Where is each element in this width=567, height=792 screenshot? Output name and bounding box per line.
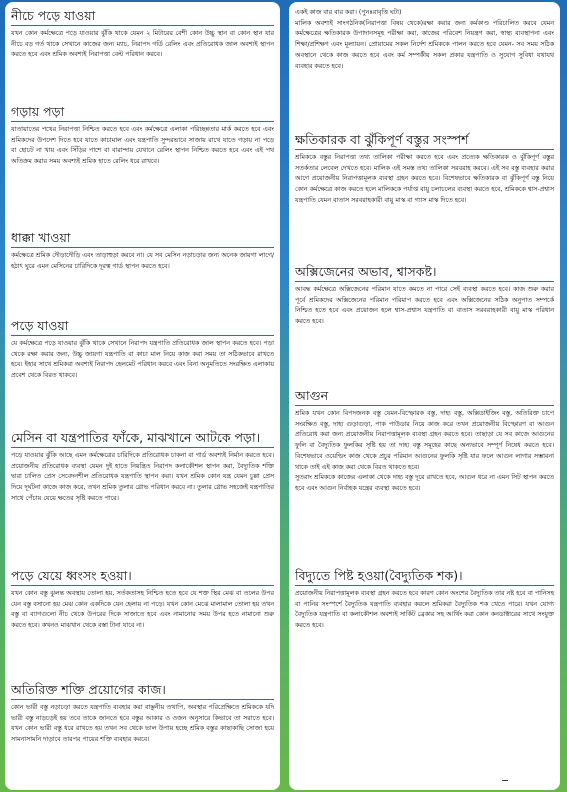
section-body: শ্রমিক যখন কোন বিপদজনক বস্তু যেমন-বিস্ফোরক বস্তু, দাহ্য বস্তু, অক্সিডাইজিং বস্তু, অতিরিক্ত চাপে সংরক্ষিত বস্তু, দাহ্য গুড়াগুড়া, পাক পাউডার নিয়ে কাজ করে তখন প্রয়োজনীয় বিস্ফোরণ বা আগুন প্রতিরোধ করা জন্য প্রয়োজনীয় নিরাপত্তামূলক ব্যবস্থা গ্রহন করতে হবে। তাছাড়া যে সব কাজে আগুনের ফুলি বা বৈদ্যুতিক ফুলকির সৃষ্টি হয় তা দাহ্য বস্তু সমূহের কাছে অন্যভাবে সম্পূর্ণ নিষেধ করতে হবে। বিশেষভাবে ওয়েল্ডিং কাজ থেকে প্রচুর পরিমান আগুনের ফুলকি সৃষ্টি যার ফলে আগুন লাগার সম্ভাবনা থাকে তাই এই কাজ করা থেকে বিরত থাকতে হবে। সুতরাং শ্রমিককে কাজের এলাকা থেকে দাহ্য বস্তু দূরে রাখতে হবে, আগুন ধরে না এমন সিট স্থাপন করতে হবে এবং আগুন নির্বাহক যন্ত্রের ব্যবস্থা করতে হবে। xyxy=(295,410,554,492)
section-machine-caught xyxy=(11,430,274,505)
section-body: একই কাজ বার বার করা। (পুনঃরাবৃত্তি ঘটা) মালিক অবশ্যই সাংগঠনিক(নিরাপত্তা বিষয় থেকে)রক্ষা করার জন্য কর্মকাণ্ড পরিচালিত করবে যেমন কর্মক্ষেত্রের ক্ষতিকারক উপাদানসমূহ পরীক্ষা করা, কাজের পরিবেশ নিয়ন্ত্রণ করা, স্বাস্থ্য ব্যবস্থাপনা এবং শিক্ষা/প্রশিক্ষণ এবং মূল্যায়ন। প্রোয়ামের সকল নির্দেশ শ্রমিককে পালন করতে হবে যেমন- সব সময় সঠিক অবস্থানে থেকে কাজ করতে হবে এবং কর্ম সম্পর্কীয় সকল প্রকার যন্ত্রপাতি ও সুযোগ সুবিধা যথাযথ ব্যবহার করতে হবে। xyxy=(295,9,554,70)
section-electric-shock xyxy=(295,568,554,632)
left-column xyxy=(5,2,280,790)
section-falling-down xyxy=(11,8,274,61)
section-body: যখন কোন বস্তু ঝুলন্ত অবস্থায় তোলা হয়, সর্তকতাসহ নিশ্চিত হতে হবে যে শক্ত স্থির মেঝ বা তলের উপর যেন বস্তু বসানো হয় মেঝ কোন একদিকে যেন হেলায় না পড়ে। যখন কোন মেঝে মালামাল তোলা হয় তখন বস্তু বা ব্যাগগুলো নীচ থেকে উপরের দিকে সাজাতে হবে এবং নামানোর সময় উপর হতে নামানো শুরু করতে হবে। কখনও মাঝখান থেকে বস্তা টানা যাবে না। xyxy=(11,590,274,630)
section-title: অতিরিক্ত শক্তি প্রয়োগের কাজ। xyxy=(11,682,274,700)
section-title: আগুন xyxy=(295,388,554,406)
section-excess-force xyxy=(11,682,274,746)
section-repetitive-work xyxy=(295,8,554,72)
section-title: গড়ায় পড়া xyxy=(11,104,274,122)
section-title: মেসিন বা যন্ত্রপাতির ফাঁকে, মাঝখানে আটকে পড়া। xyxy=(11,430,274,448)
section-body: পড়ে যাওয়ার ঝুঁকি আছে এমন কর্মক্ষেত্রের চারিদিকে প্রতিরোধক চাকনা বা গার্ড অবশ্যই নির্মান করতে হবে। প্রয়োজনীয় প্রতিরোধক ব্যবস্থা যেমন দুই হাতে নিয়ন্ত্রিত নিরাপদ কলাকৌশল স্থাপন করা, বৈদ্যুতিক শক্তি দ্বারা চালিত প্রেস সেবেদনশীল প্রতিরোধক যন্ত্রপাতি স্থাপন করা। যখন শ্রমিক কোন যন্ত্র যেমন চুল্লা প্রেস দিয়ে দূর্ঘটনা কাজে কাজ করে, তখন শ্রমিক তুলার গ্লোভ পরিধান করবে না। তুলার গ্লোভ সহজেই যন্ত্রপাতির সাথে পেঁচায় যেয়ে ক্ষতের সৃষ্টি করতে পারে। xyxy=(11,452,274,502)
section-collision xyxy=(11,230,274,272)
section-falling xyxy=(11,318,274,382)
section-title: পড়ে যেয়ে ধ্বংসং হওয়া। xyxy=(11,568,274,586)
section-title: পড়ে যাওয়া xyxy=(11,318,274,336)
section-oxygen-deficiency xyxy=(295,264,554,328)
right-column xyxy=(289,2,560,790)
section-title: বিদ্যুতে পিষ্ট হওয়া(বৈদ্যুতিক শক)। xyxy=(295,568,554,586)
section-fire xyxy=(295,388,554,495)
section-title: ক্ষতিকারক বা ঝুঁকিপূর্ণ বস্তুর সংস্পর্শ xyxy=(295,132,554,150)
section-body: যে কর্মক্ষেত্রে পড়ে যাওয়ার ঝুঁকি থাকে সেখানে নিরাপদ যন্ত্রপাতি প্রতিরোধক জাল স্থাপন করতে হবে। পড়া থেকে রক্ষা করার জন্য, উচ্চু জায়গা যন্ত্রপাতি বা কাচা মাল নিয়ে কাজ করা সময় তা সঠিকভাবে রাখতে হবে। ইহার সাথে শ্রমিকরা অবশ্যই নিরাপদ হেলমেট পরিধান করবে এবং বিনা অনুমতিতে সংরক্ষিত এলাকায় প্রবেশ থেকে বিরত থাকবে। xyxy=(11,340,274,380)
section-body: যখন কোন কর্মক্ষেত্রে পড়ে যাওয়ার ঝুঁকি থাকে যেমন ২ মিটারের বেশী কোন উচ্চু স্থান বা কোন স্থান যার নীচে বড় গর্ত থাকে সেখানে কাজের জন্য ম্যাচ, নিরাপদ গর্ডি রেলিং এবং প্রতিরোধক জাল অবশ্যই স্থাপন করতে হবে এবং শ্রমিক অবশ্যই নিরাপত্তা বেল্ট পরিধান করবে। xyxy=(11,30,274,59)
section-body: কর্মক্ষেত্রে শ্রমিক দৌড়াদৌড়ি এবং তাড়াহুড়া করবে না। যে সব মেসিন নড়াচড়ার জন্য অনেক জায়গা লাগে/হঠাৎ ঘুরে এমন মেসিনের চারিদিকে দূরত্ব গার্ড স্থাপন করতে হবে। xyxy=(11,252,274,270)
section-hazardous-contact xyxy=(295,132,554,207)
section-rolling-fall xyxy=(11,104,274,168)
section-title: নীচে পড়ে যাওয়া xyxy=(11,8,274,26)
section-body: কোন ভারী বস্তু নড়াচড়া করতে যন্ত্রপাতি ব্যবহার করা বাঞ্ছনীয় তথাপি, অবস্থার পরিপ্রেক্ষিতে শ্রমিককে যদি ভারী বস্তু নাড়চড়ই হয় তবে তাকে জানতে হবে বস্তুর আকার ও ওজন অনুসারে কিভাবে তা সরাতে হবে। যখন কোন ভারী বস্তু ধরে রাখতে হয় তখন সব থেকে ভাল উপায় হচ্ছে শ্রমিক বস্তুর কাছাকাছি সোজা হয়ে সামনাসামনি দাড়াবে তারপর পায়ের শক্তি ব্যবহার করবে। xyxy=(11,704,274,744)
section-title: ধাক্কা খাওয়া xyxy=(11,230,274,248)
section-collapse xyxy=(11,568,274,632)
divider xyxy=(502,780,508,781)
section-body: প্রয়োজনীয় নিরাপত্তামূলক ব্যবস্থা গ্রহন করতে হবে কারণ কোন অংশের বৈদ্যুতিক তার নষ্ট হবে বা পানিসহ বা পানির সংস্পর্শে বৈদ্যুতিক যন্ত্রপাতি ব্যবহার করলে শ্রমিকরা বৈদ্যুতিক শক খেতে পারে। যখন যোগ্য বৈদ্যুতিক যন্ত্রপাতি বা কলাকৌশল অবশ্যই সার্কিট ব্রেকার সহ আর্থিং করা কোন কনডাক্টারের সাথে সংযুক্ত করতে হবে। xyxy=(295,590,554,630)
section-body: আবদ্ধ কর্মক্ষেত্রে অক্সিজেনের পরিমান যাতে কমতে না পারে সেই ব্যবস্থা করতে হবে। কাজ শুরু করার পূর্বে শ্রমিকদের অক্সিজেনের পরিমান পরিমাপ করতে হবে এবং অক্সিজেনের সঠিক অনুপাত সম্পর্কে নিশ্চিত হতে হবে এবং প্রয়োজন হলে শ্বাস-প্রশ্বাস যন্ত্রপাতি বা বাতাস সরবরাহকারী বায়ু মাস্ক পরিধান করতে হবে। xyxy=(295,286,554,326)
section-title: অক্সিজেনের অভাব, শ্বাসকষ্ট। xyxy=(295,264,554,282)
section-body: শ্রমিককে বস্তুর নিরাপত্তা তথ্য তালিকা পরীক্ষা করতে হবে এবং প্রত্যেক ক্ষতিকারক ও ঝুঁকিপূর্ণ বস্তুর সতর্কতার লেবেল দেখতে হবে। মালিক এই সমস্ত তথ্য তালিকা সরবরাহ করবে। এই সব বস্তু ব্যবহার করার আগে প্রয়োজনীয় নিরাপত্তামূলক ব্যবস্থা গ্রহন করতে হবে। বিশেষভাবে ক্ষতিকারক বা ঝুঁকিপূর্ণ বস্তু নিয়ে কোন কর্মক্ষেত্রে কাজ করতে হলে মালিককে পর্যাপ্ত বায়ু চলাচলের ব্যবস্থা করতে হবে, শ্রমিককে শ্বাস-প্রশ্বাস যন্ত্রপাতি যেমন বাতাস সরবরাহকারী বায়ু মাস্ক বা গ্যাস মাস্ক দিতে হবে। xyxy=(295,154,554,204)
section-body: যাতায়াতের পথের নিরাপত্তা নিশ্চিত করতে হবে এবং কর্মক্ষেত্রে এলাকা পরিচ্ছন্নতার মার্ক করতে হবে এবং শ্রমিকদের উপদেশ দিতে হবে যাতে কাচামাল এবং যন্ত্রপাতি সুন্দরভাবে সাজায় রাখে যাতে গড়ায় না পড়ে বা হোচট না খায় এবং সিঁড়ির পাশে বা বারান্দায় যেখানে রেলিং স্থাপন নিশ্চিত করতে হবে এবং এই পথ অতিক্রম করার সময় অবশ্যই শ্রমিক হাতে রেলিং ধরে রাখবে। xyxy=(11,126,274,166)
